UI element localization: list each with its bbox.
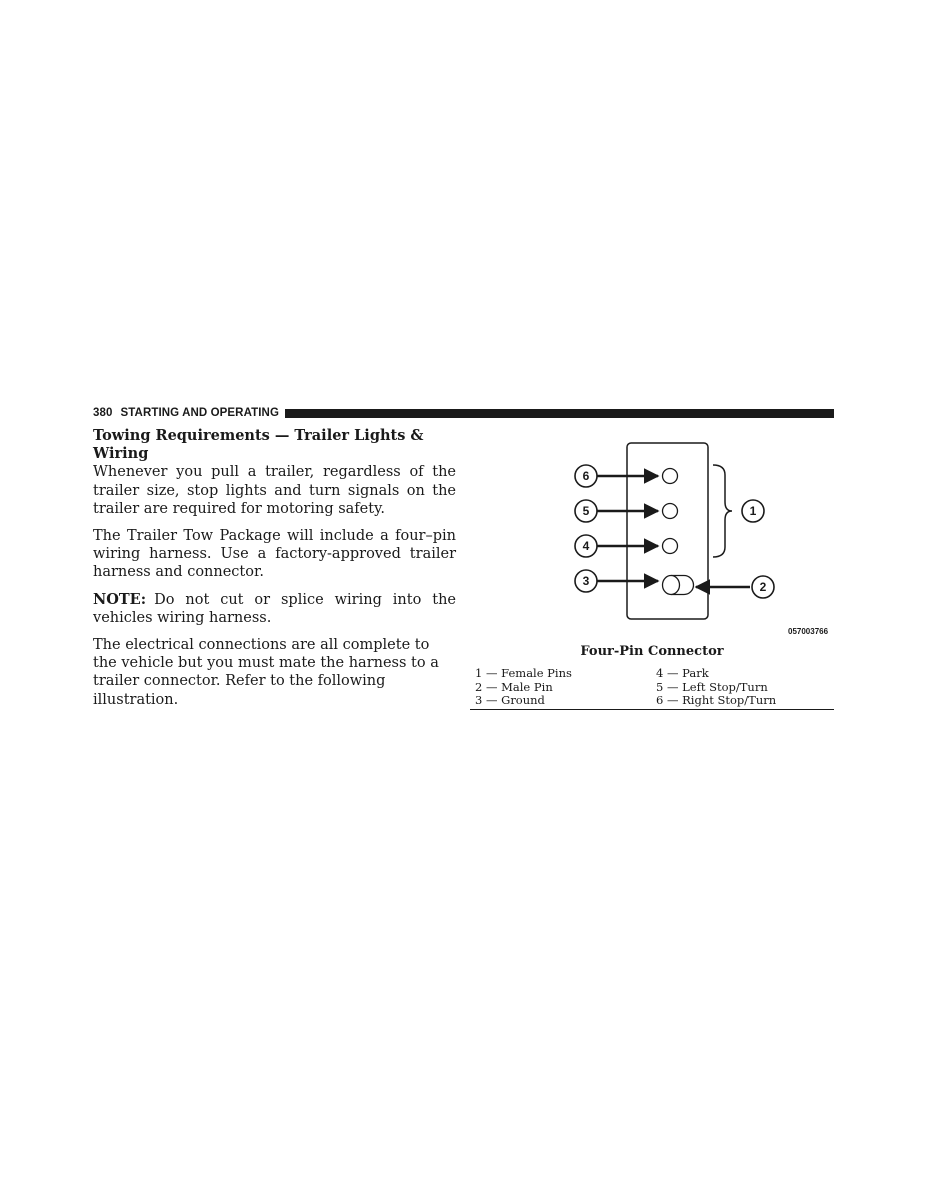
note-text: Do not cut or splice wiring into the vehicles wiring harness.	[93, 591, 456, 626]
callout-2	[752, 576, 774, 598]
svg-text:6: 6	[582, 469, 590, 483]
figure-id: 057003766	[788, 627, 829, 636]
legend-item: 6 — Right Stop/Turn	[656, 693, 777, 707]
legend-item: 5 — Left Stop/Turn	[656, 679, 768, 694]
svg-text:4: 4	[582, 539, 590, 553]
paragraph-tow-package: The Trailer Tow Package will include a four–pin wiring harness. Use a factory-approved trailer harness and connector.	[93, 528, 456, 581]
callout-4	[575, 535, 597, 557]
paragraph-safety: Whenever you pull a trailer, regardless of the trailer size, stop lights and turn signals on the trailer are required for motoring safety.	[93, 464, 456, 517]
svg-text:3: 3	[582, 574, 590, 588]
svg-text:2: 2	[759, 580, 767, 594]
female-pin-4	[663, 539, 678, 554]
note-label: NOTE:	[93, 590, 147, 608]
article-heading: Towing Requirements — Trailer Lights & Wiring	[93, 427, 424, 463]
note-paragraph	[93, 591, 456, 627]
bracket-1	[713, 465, 732, 557]
connector-diagram	[470, 438, 834, 628]
figure-caption: Four-Pin Connector	[580, 644, 724, 659]
legend-item: 4 — Park	[656, 666, 709, 680]
callout-6	[575, 465, 597, 487]
callout-1	[742, 500, 764, 522]
legend-item: 3 — Ground	[475, 693, 545, 707]
callout-5	[575, 500, 597, 522]
figure-legend	[470, 667, 834, 710]
section-title: STARTING AND OPERATING	[120, 407, 280, 419]
female-pin-5	[663, 504, 678, 519]
legend-item: 2 — Male Pin	[475, 679, 553, 694]
male-pin	[663, 576, 694, 595]
female-pin-6	[663, 469, 678, 484]
connector-figure	[470, 438, 834, 628]
header-rule	[285, 409, 834, 418]
svg-text:5: 5	[582, 504, 590, 518]
paragraph-connections: The electrical connections are all complete to the vehicle but you must mate the harness to a trailer connector. Refer to the following illustration.	[93, 637, 439, 708]
svg-text:1: 1	[749, 504, 757, 518]
article-body	[93, 427, 456, 718]
legend-item: 1 — Female Pins	[475, 666, 572, 680]
callout-3	[575, 570, 597, 592]
page-header	[93, 405, 834, 421]
page-number: 380	[93, 407, 113, 419]
